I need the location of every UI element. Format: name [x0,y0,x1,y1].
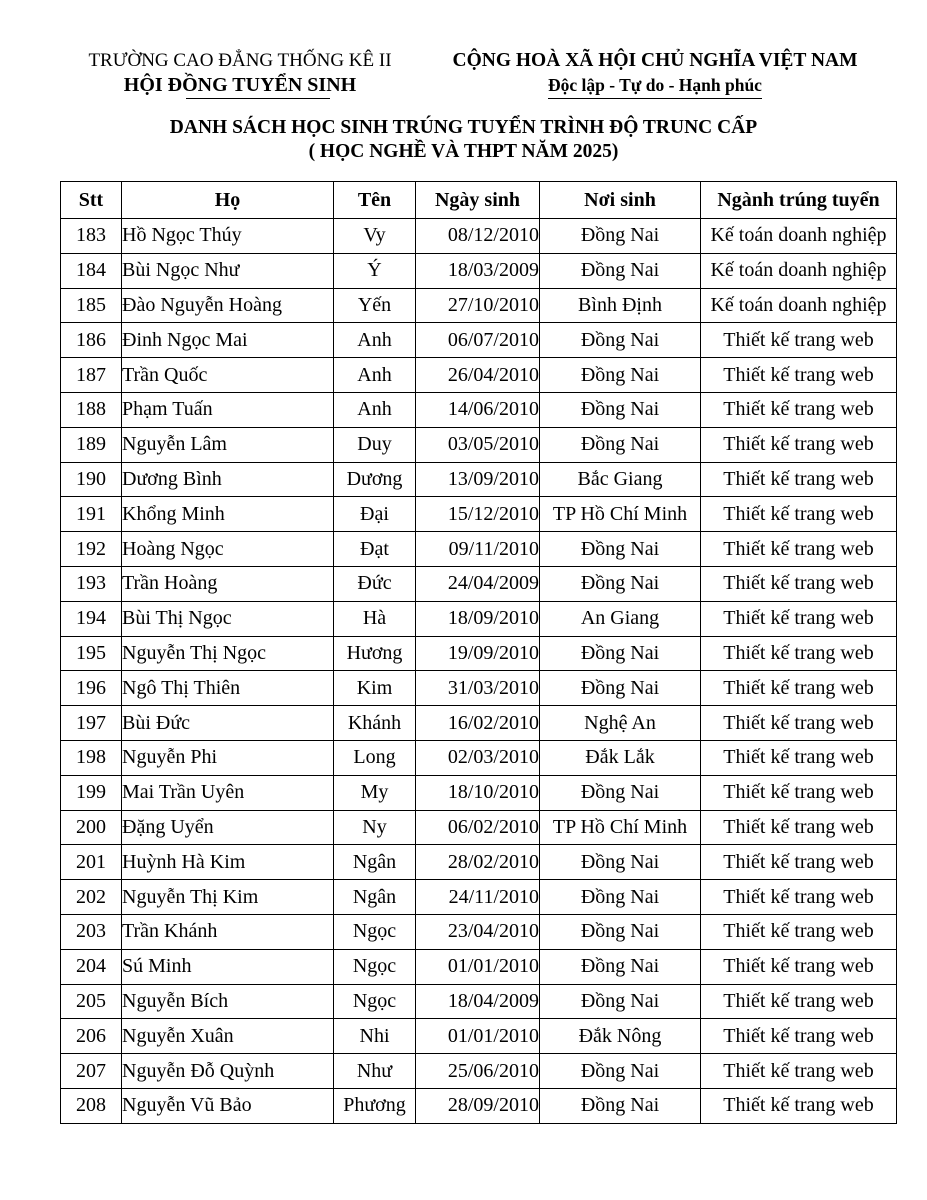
cell-nganh: Thiết kế trang web [701,914,897,949]
cell-ho: Nguyễn Đỗ Quỳnh [122,1054,334,1089]
cell-nganh: Thiết kế trang web [701,462,897,497]
cell-noi-sinh: Đồng Nai [540,984,701,1019]
cell-ngay-sinh: 31/03/2010 [416,671,540,706]
cell-stt: 200 [61,810,122,845]
cell-ten: Ny [334,810,416,845]
cell-ho: Mai Trần Uyên [122,775,334,810]
cell-ngay-sinh: 18/10/2010 [416,775,540,810]
cell-nganh: Thiết kế trang web [701,427,897,462]
cell-ngay-sinh: 19/09/2010 [416,636,540,671]
cell-ten: Khánh [334,706,416,741]
cell-noi-sinh: Nghệ An [540,706,701,741]
cell-nganh: Thiết kế trang web [701,1054,897,1089]
cell-ngay-sinh: 27/10/2010 [416,288,540,323]
cell-noi-sinh: Đồng Nai [540,323,701,358]
cell-ngay-sinh: 01/01/2010 [416,1019,540,1054]
cell-nganh: Thiết kế trang web [701,636,897,671]
cell-ngay-sinh: 06/07/2010 [416,323,540,358]
table-row [61,1019,897,1054]
cell-nganh: Thiết kế trang web [701,532,897,567]
cell-stt: 195 [61,636,122,671]
council-name: HỘI ĐỒNG TUYỂN SINH [123,74,357,96]
table-row [61,323,897,358]
cell-noi-sinh: Đồng Nai [540,880,701,915]
cell-ten: Hương [334,636,416,671]
cell-noi-sinh: Bắc Giang [540,462,701,497]
cell-nganh: Thiết kế trang web [701,497,897,532]
column-header-ho: Họ [122,182,334,219]
column-header-noi-sinh: Nơi sinh [540,182,701,219]
cell-noi-sinh: Đồng Nai [540,636,701,671]
cell-nganh: Thiết kế trang web [701,949,897,984]
cell-noi-sinh: Đồng Nai [540,775,701,810]
cell-stt: 204 [61,949,122,984]
cell-noi-sinh: Đồng Nai [540,427,701,462]
cell-ngay-sinh: 02/03/2010 [416,740,540,775]
cell-stt: 202 [61,880,122,915]
council-underline [186,98,330,99]
cell-ho: Bùi Thị Ngọc [122,601,334,636]
table-header-row [61,182,897,219]
cell-ten: Đức [334,566,416,601]
document-title: DANH SÁCH HỌC SINH TRÚNG TUYỂN TRÌNH ĐỘ TRUNC CẤP [169,117,758,138]
cell-ngay-sinh: 24/04/2009 [416,566,540,601]
table-row [61,288,897,323]
cell-ten: Như [334,1054,416,1089]
cell-ho: Sú Minh [122,949,334,984]
cell-ho: Đinh Ngọc Mai [122,323,334,358]
cell-noi-sinh: Đồng Nai [540,845,701,880]
document-title-block [0,116,927,164]
cell-stt: 206 [61,1019,122,1054]
cell-ho: Nguyễn Vũ Bảo [122,1088,334,1123]
cell-nganh: Thiết kế trang web [701,775,897,810]
cell-stt: 196 [61,671,122,706]
cell-ngay-sinh: 26/04/2010 [416,358,540,393]
cell-nganh: Kế toán doanh nghiệp [701,288,897,323]
table-row [61,392,897,427]
cell-ten: Ngọc [334,984,416,1019]
table-row [61,706,897,741]
table-row [61,949,897,984]
cell-ho: Nguyễn Lâm [122,427,334,462]
cell-noi-sinh: Đồng Nai [540,949,701,984]
table-row [61,984,897,1019]
cell-nganh: Thiết kế trang web [701,671,897,706]
cell-stt: 187 [61,358,122,393]
column-header-stt: Stt [61,182,122,219]
cell-ten: Hà [334,601,416,636]
table-row [61,1088,897,1123]
cell-nganh: Thiết kế trang web [701,392,897,427]
cell-stt: 185 [61,288,122,323]
cell-ho: Trần Quốc [122,358,334,393]
cell-stt: 188 [61,392,122,427]
cell-stt: 201 [61,845,122,880]
cell-stt: 183 [61,219,122,254]
cell-nganh: Thiết kế trang web [701,706,897,741]
cell-nganh: Thiết kế trang web [701,1019,897,1054]
cell-noi-sinh: Đồng Nai [540,253,701,288]
column-header-ngay-sinh: Ngày sinh [416,182,540,219]
cell-nganh: Thiết kế trang web [701,984,897,1019]
cell-stt: 198 [61,740,122,775]
cell-ngay-sinh: 01/01/2010 [416,949,540,984]
table-row [61,462,897,497]
cell-ho: Nguyễn Thị Kim [122,880,334,915]
cell-ho: Nguyễn Phi [122,740,334,775]
cell-noi-sinh: Đắk Nông [540,1019,701,1054]
cell-noi-sinh: TP Hồ Chí Minh [540,810,701,845]
cell-ten: Ngọc [334,914,416,949]
motto-block [440,72,870,99]
cell-stt: 197 [61,706,122,741]
cell-ho: Hoàng Ngọc [122,532,334,567]
cell-ho: Trần Hoàng [122,566,334,601]
cell-ngay-sinh: 08/12/2010 [416,219,540,254]
table-row [61,532,897,567]
cell-nganh: Thiết kế trang web [701,1088,897,1123]
table-row [61,601,897,636]
cell-ho: Đào Nguyễn Hoàng [122,288,334,323]
cell-ho: Trần Khánh [122,914,334,949]
cell-ten: Ý [334,253,416,288]
document-subtitle: ( HỌC NGHỀ VÀ THPT NĂM 2025) [308,141,619,162]
cell-stt: 203 [61,914,122,949]
nation-name: CỘNG HOÀ XÃ HỘI CHỦ NGHĨA VIỆT NAM [452,50,858,71]
column-header-ten: Tên [334,182,416,219]
cell-nganh: Thiết kế trang web [701,601,897,636]
table-row [61,810,897,845]
table-row [61,1054,897,1089]
table-row [61,914,897,949]
cell-ho: Nguyễn Thị Ngọc [122,636,334,671]
table-row [61,740,897,775]
cell-stt: 189 [61,427,122,462]
cell-ten: Anh [334,358,416,393]
table-row [61,671,897,706]
cell-noi-sinh: Đồng Nai [540,671,701,706]
cell-ho: Dương Bình [122,462,334,497]
column-header-nganh: Ngành trúng tuyển [701,182,897,219]
cell-stt: 208 [61,1088,122,1123]
cell-ten: Anh [334,392,416,427]
cell-noi-sinh: Đắk Lắk [540,740,701,775]
cell-stt: 193 [61,566,122,601]
cell-stt: 194 [61,601,122,636]
cell-stt: 186 [61,323,122,358]
cell-noi-sinh: Đồng Nai [540,1088,701,1123]
cell-ngay-sinh: 28/02/2010 [416,845,540,880]
school-name: TRƯỜNG CAO ĐẲNG THỐNG KÊ II [88,50,392,71]
cell-stt: 184 [61,253,122,288]
cell-nganh: Kế toán doanh nghiệp [701,219,897,254]
cell-ten: Ngân [334,845,416,880]
cell-stt: 207 [61,1054,122,1089]
cell-ngay-sinh: 15/12/2010 [416,497,540,532]
table-row [61,497,897,532]
cell-stt: 199 [61,775,122,810]
cell-ho: Ngô Thị Thiên [122,671,334,706]
cell-ten: My [334,775,416,810]
cell-ngay-sinh: 09/11/2010 [416,532,540,567]
cell-stt: 191 [61,497,122,532]
cell-ten: Long [334,740,416,775]
cell-ngay-sinh: 03/05/2010 [416,427,540,462]
cell-ho: Nguyễn Xuân [122,1019,334,1054]
cell-ho: Bùi Đức [122,706,334,741]
cell-ten: Anh [334,323,416,358]
cell-nganh: Thiết kế trang web [701,740,897,775]
cell-ngay-sinh: 28/09/2010 [416,1088,540,1123]
cell-nganh: Kế toán doanh nghiệp [701,253,897,288]
cell-ho: Khổng Minh [122,497,334,532]
cell-nganh: Thiết kế trang web [701,358,897,393]
cell-noi-sinh: Đồng Nai [540,566,701,601]
header-right [440,50,870,99]
cell-ngay-sinh: 18/09/2010 [416,601,540,636]
cell-noi-sinh: Đồng Nai [540,1054,701,1089]
cell-ten: Kim [334,671,416,706]
cell-ten: Phương [334,1088,416,1123]
cell-ho: Đặng Uyển [122,810,334,845]
cell-ngay-sinh: 13/09/2010 [416,462,540,497]
cell-noi-sinh: Đồng Nai [540,219,701,254]
cell-nganh: Thiết kế trang web [701,810,897,845]
table-row [61,358,897,393]
cell-ten: Ngân [334,880,416,915]
cell-ngay-sinh: 24/11/2010 [416,880,540,915]
cell-ngay-sinh: 16/02/2010 [416,706,540,741]
motto: Độc lập - Tự do - Hạnh phúc [548,72,762,99]
table-row [61,845,897,880]
cell-nganh: Thiết kế trang web [701,566,897,601]
cell-ten: Đạt [334,532,416,567]
cell-ho: Nguyễn Bích [122,984,334,1019]
cell-ten: Yến [334,288,416,323]
header-left [60,50,420,98]
cell-noi-sinh: TP Hồ Chí Minh [540,497,701,532]
cell-ho: Huỳnh Hà Kim [122,845,334,880]
table-row [61,566,897,601]
cell-ten: Nhi [334,1019,416,1054]
table-row [61,253,897,288]
cell-ten: Ngọc [334,949,416,984]
admission-table [60,181,897,1124]
cell-ten: Duy [334,427,416,462]
table-row [61,219,897,254]
cell-ngay-sinh: 14/06/2010 [416,392,540,427]
cell-noi-sinh: Đồng Nai [540,914,701,949]
cell-ten: Vy [334,219,416,254]
table-row [61,427,897,462]
table-row [61,880,897,915]
cell-ten: Dương [334,462,416,497]
cell-stt: 205 [61,984,122,1019]
cell-stt: 190 [61,462,122,497]
council-wrap [124,72,356,98]
cell-ho: Phạm Tuấn [122,392,334,427]
cell-ho: Bùi Ngọc Như [122,253,334,288]
table-row [61,636,897,671]
cell-noi-sinh: Đồng Nai [540,358,701,393]
cell-noi-sinh: Đồng Nai [540,392,701,427]
cell-nganh: Thiết kế trang web [701,323,897,358]
cell-nganh: Thiết kế trang web [701,845,897,880]
cell-ngay-sinh: 23/04/2010 [416,914,540,949]
cell-noi-sinh: Đồng Nai [540,532,701,567]
cell-noi-sinh: An Giang [540,601,701,636]
cell-ten: Đại [334,497,416,532]
cell-ho: Hồ Ngọc Thúy [122,219,334,254]
table-body [61,219,897,1124]
cell-stt: 192 [61,532,122,567]
council-block [60,72,420,98]
cell-ngay-sinh: 06/02/2010 [416,810,540,845]
cell-ngay-sinh: 18/04/2009 [416,984,540,1019]
table-row [61,775,897,810]
cell-noi-sinh: Bình Định [540,288,701,323]
cell-ngay-sinh: 18/03/2009 [416,253,540,288]
cell-nganh: Thiết kế trang web [701,880,897,915]
cell-ngay-sinh: 25/06/2010 [416,1054,540,1089]
